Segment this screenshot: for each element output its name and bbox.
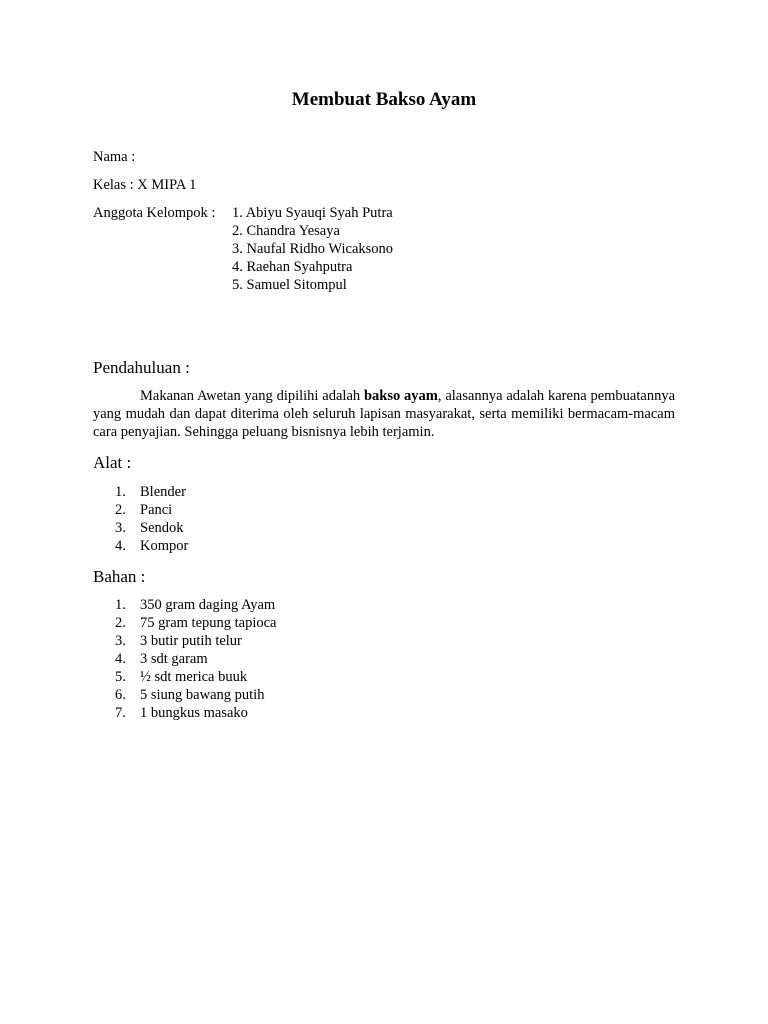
list-text: 3 sdt garam bbox=[140, 651, 208, 667]
list-number: 6. bbox=[115, 687, 126, 703]
anggota-label: Anggota Kelompok : bbox=[93, 205, 216, 221]
document-title: Membuat Bakso Ayam bbox=[291, 89, 477, 110]
paragraph-bold-term: bakso ayam bbox=[363, 388, 438, 404]
paragraph-text-after: , alasannya adalah karena pembuatannya yang mudah dan dapat diterima oleh seluruh lapisan masyarakat, serta memiliki bermacam-macam cara penyajian. Sehingga peluang bisnisnya lebih terjamin. bbox=[93, 388, 676, 440]
member-list bbox=[232, 204, 393, 294]
list-text: Panci bbox=[140, 502, 173, 518]
list-text: Sendok bbox=[140, 520, 184, 536]
member-item: 1. Abiyu Syauqi Syah Putra bbox=[232, 205, 393, 221]
member-item: 5. Samuel Sitompul bbox=[232, 277, 347, 293]
member-item: 3. Naufal Ridho Wicaksono bbox=[232, 241, 394, 257]
list-text: Blender bbox=[140, 484, 186, 500]
list-number: 2. bbox=[115, 502, 126, 518]
kelas-field: Kelas : X MIPA 1 bbox=[93, 177, 197, 193]
list-text: 5 siung bawang putih bbox=[140, 687, 265, 703]
list-number: 3. bbox=[115, 520, 126, 536]
list-number: 1. bbox=[115, 484, 126, 500]
list-number: 7. bbox=[115, 705, 126, 721]
list-text: 1 bungkus masako bbox=[140, 705, 248, 721]
paragraph-text-before: Makanan Awetan yang dipilihi adalah bbox=[140, 388, 364, 404]
bahan-heading: Bahan : bbox=[93, 567, 146, 586]
nama-field: Nama : bbox=[93, 149, 136, 165]
member-item: 4. Raehan Syahputra bbox=[232, 259, 353, 275]
list-number: 3. bbox=[115, 633, 126, 649]
list-text: Kompor bbox=[140, 538, 189, 554]
member-item: 2. Chandra Yesaya bbox=[232, 223, 340, 239]
pendahuluan-heading: Pendahuluan : bbox=[93, 358, 190, 377]
list-number: 4. bbox=[115, 538, 126, 554]
pendahuluan-paragraph bbox=[93, 387, 675, 441]
list-number: 1. bbox=[115, 597, 126, 613]
list-text: ½ sdt merica buuk bbox=[140, 669, 248, 685]
alat-heading: Alat : bbox=[93, 453, 132, 472]
list-number: 2. bbox=[115, 615, 126, 631]
list-text: 350 gram daging Ayam bbox=[140, 597, 276, 613]
list-number: 4. bbox=[115, 651, 126, 667]
list-text: 75 gram tepung tapioca bbox=[140, 615, 277, 631]
list-text: 3 butir putih telur bbox=[140, 633, 242, 649]
list-number: 5. bbox=[115, 669, 126, 685]
